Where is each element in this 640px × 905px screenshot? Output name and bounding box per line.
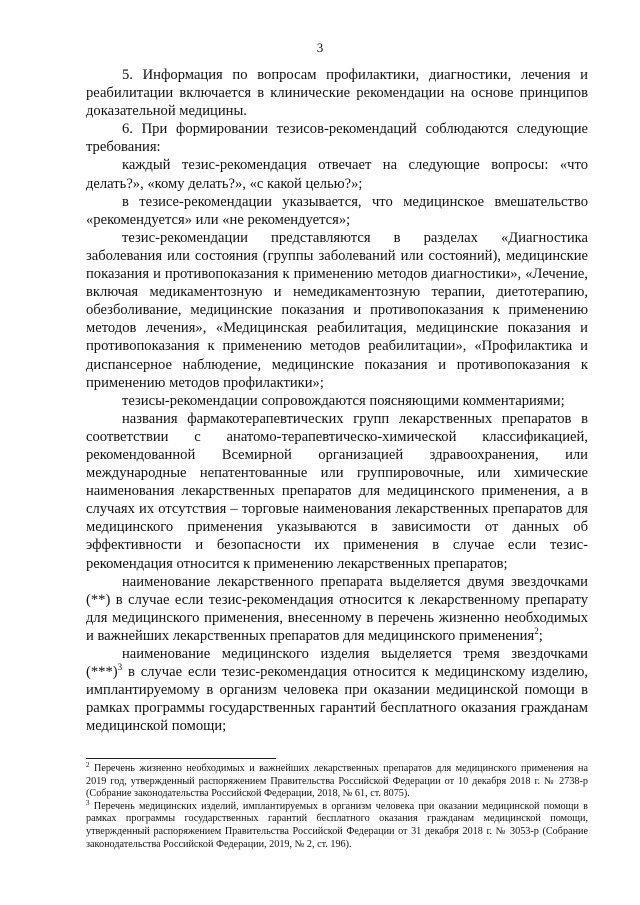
footnote-2-marker: 2: [86, 761, 90, 769]
requirement-drug-names: названия фармакотерапевтических групп лекарственных препаратов в соответствии с анатомо-терапевтическо-химической классификацией, рекомендованной Всемирной организацией здравоохранения, или международные непатентованные или группировочные, или химические наименования лекарственных препаратов для медицинского применения, а в случаях их отсутствия – торговые наименования лекарственных препаратов для медицинского применения указываются в зависимости от данных об эффективности и безопасности их применения в случае если тезис-рекомендация относится к применению лекарственных препаратов;: [86, 410, 588, 572]
requirement-comments: тезисы-рекомендации сопровождаются поясняющими комментариями;: [122, 392, 565, 409]
requirement-recommended: в тезисе-рекомендации указывается, что медицинское вмешательство «рекомендуется» или «не рекомендуется»;: [86, 193, 588, 228]
footnote-2-text: Перечень жизненно необходимых и важнейших лекарственных препаратов для медицинского применения на 2019 год, утвержденный распоряжением Правительства Российской Федерации от 10 декабря 2018 г. № 2738-р (Собрание законодательства Российской Федерации, 2018, № 61, ст. 8075).: [86, 763, 588, 800]
footnote-2: [86, 763, 588, 801]
requirement-two-stars: [86, 573, 588, 645]
three-stars-text: наименование медицинского изделия выделяется тремя звездочками (***): [86, 646, 588, 681]
footnote-3-marker: 3: [86, 798, 90, 807]
footnote-3: [86, 798, 588, 851]
two-stars-text: наименование лекарственного препарата выделяется двумя звездочками (**) в случае если тезис-рекомендация относится к лекарственному препарату для медицинского применения, внесенному в перечень жизненно необходимых и важнейших лекарственных препаратов для медицинского применения: [86, 573, 588, 644]
requirement-sections: тезис-рекомендации представляются в разделах «Диагностика заболевания или состояния (группы заболеваний или состояний), медицинские показания и противопоказания к применению методов диагностики», «Лечение, включая медикаментозную и немедикаментозную терапии, диетотерапию, обезболивание, медицинские показания и противопоказания к применению методов лечения», «Медицинская реабилитация, медицинские показания и противопоказания к применению методов реабилитации», «Профилактика и диспансерное наблюдение, медицинские показания и противопоказания к применению методов профилактики»;: [86, 229, 588, 391]
footnote-ref-2[interactable]: 2: [534, 625, 539, 636]
three-stars-tail: в случае если тезис-рекомендация относится к медицинскому изделию, имплантируемому в организм человека при оказании медицинской помощи в рамках программы государственных гарантий бесплатного оказания гражданам медицинской помощи;: [86, 664, 588, 735]
paragraph-item-5: 5. Информация по вопросам профилактики, диагностики, лечения и реабилитации включается в клинические рекомендации на основе принципов доказательной медицины.: [86, 67, 588, 120]
requirement-three-stars: [86, 645, 588, 735]
footnote-ref-3[interactable]: 3: [117, 662, 123, 673]
body-text: [86, 66, 588, 735]
footnotes: [86, 763, 588, 851]
footnote-divider: [86, 758, 276, 759]
requirement-questions: каждый тезис-рекомендация отвечает на следующие вопросы: «что делать?», «кому делать?», «с какой целью?»;: [86, 157, 588, 192]
footnote-3-text: Перечень медицинских изделий, имплантируемых в организм человека при оказании медицинской помощи в рамках программы государственных гарантий бесплатного оказания гражданам медицинской помощи, утвержденный распоряжением Правительства Российской Федерации от 31 декабря 2018 г. № 3053-р (Собрание законодательства Российской Федерации, 2019, № 2, ст. 196).: [86, 800, 588, 850]
paragraph-item-6: 6. При формировании тезисов-рекомендаций соблюдаются следующие требования:: [86, 121, 588, 156]
page-number: 3: [316, 40, 324, 55]
two-stars-tail: ;: [538, 627, 543, 644]
